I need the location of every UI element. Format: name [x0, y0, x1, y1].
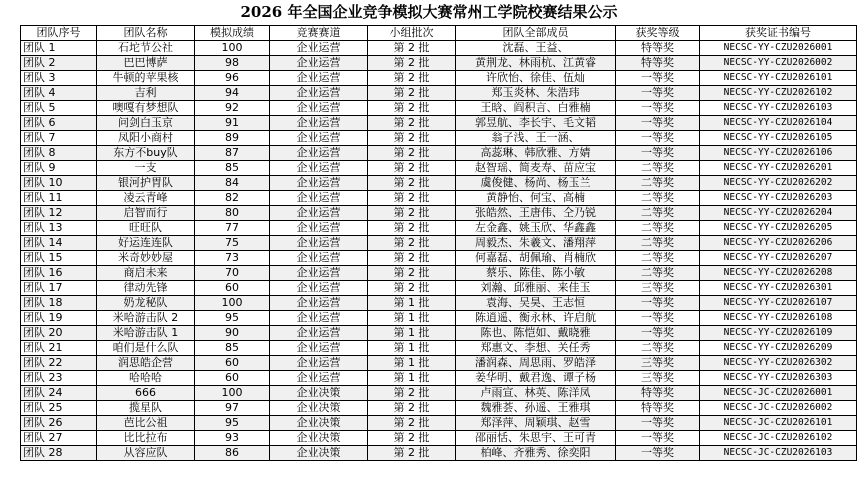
members-cell: 周毅杰、朱羲文、潘翔萍	[456, 236, 616, 251]
batch-cell: 第 2 批	[368, 266, 456, 281]
team-no-cell: 团队 24	[21, 386, 97, 401]
team-no-cell: 团队 6	[21, 116, 97, 131]
team-name-cell: 比比拉布	[97, 431, 195, 446]
award-cell: 三等奖	[616, 371, 700, 386]
table-row	[21, 221, 857, 236]
certificate-cell: NECSC-YY-CZU2026107	[700, 296, 857, 311]
certificate-cell: NECSC-YY-CZU2026205	[700, 221, 857, 236]
track-cell: 企业运营	[270, 56, 368, 71]
table-row	[21, 341, 857, 356]
batch-cell: 第 2 批	[368, 386, 456, 401]
table-row	[21, 281, 857, 296]
certificate-cell: NECSC-YY-CZU2026202	[700, 176, 857, 191]
table-row	[21, 431, 857, 446]
score-cell: 100	[195, 296, 270, 311]
batch-cell: 第 2 批	[368, 146, 456, 161]
team-name-cell: 石坨节公社	[97, 41, 195, 56]
certificate-cell: NECSC-JC-CZU2026103	[700, 446, 857, 461]
team-name-cell: 好运连连队	[97, 236, 195, 251]
score-cell: 94	[195, 86, 270, 101]
certificate-cell: NECSC-JC-CZU2026001	[700, 386, 857, 401]
page-title: 2026 年全国企业竞争模拟大赛常州工学院校赛结果公示	[240, 3, 618, 21]
award-cell: 二等奖	[616, 191, 700, 206]
track-cell: 企业运营	[270, 146, 368, 161]
track-cell: 企业决策	[270, 431, 368, 446]
award-cell: 二等奖	[616, 161, 700, 176]
score-cell: 85	[195, 161, 270, 176]
award-cell: 一等奖	[616, 296, 700, 311]
batch-cell: 第 2 批	[368, 281, 456, 296]
team-name-cell: 从容应队	[97, 446, 195, 461]
members-cell: 王晗、阎积言、白雅楠	[456, 101, 616, 116]
certificate-cell: NECSC-JC-CZU2026101	[700, 416, 857, 431]
certificate-cell: NECSC-YY-CZU2026105	[700, 131, 857, 146]
members-cell: 刘瀚、邱雅丽、来佳玉	[456, 281, 616, 296]
team-name-cell: 奶龙秘队	[97, 296, 195, 311]
members-cell: 许欣怡、徐佳、伍灿	[456, 71, 616, 86]
certificate-cell: NECSC-YY-CZU2026204	[700, 206, 857, 221]
table-row	[21, 161, 857, 176]
results-table	[20, 25, 857, 461]
members-cell: 卢雨宣、林英、陈洋凤	[456, 386, 616, 401]
track-cell: 企业运营	[270, 116, 368, 131]
track-cell: 企业运营	[270, 236, 368, 251]
track-cell: 企业运营	[270, 176, 368, 191]
team-name-cell: 凌云青峰	[97, 191, 195, 206]
score-cell: 98	[195, 56, 270, 71]
award-cell: 二等奖	[616, 236, 700, 251]
team-no-cell: 团队 1	[21, 41, 97, 56]
team-no-cell: 团队 18	[21, 296, 97, 311]
award-cell: 一等奖	[616, 446, 700, 461]
score-cell: 100	[195, 386, 270, 401]
certificate-cell: NECSC-YY-CZU2026301	[700, 281, 857, 296]
team-no-cell: 团队 3	[21, 71, 97, 86]
award-cell: 三等奖	[616, 281, 700, 296]
track-cell: 企业运营	[270, 356, 368, 371]
score-cell: 92	[195, 101, 270, 116]
score-cell: 90	[195, 326, 270, 341]
col-header-batch: 小组批次	[368, 26, 456, 41]
table-row	[21, 41, 857, 56]
team-no-cell: 团队 19	[21, 311, 97, 326]
award-cell: 特等奖	[616, 401, 700, 416]
team-name-cell: 凤阳小商村	[97, 131, 195, 146]
table-row	[21, 191, 857, 206]
award-cell: 二等奖	[616, 176, 700, 191]
award-cell: 一等奖	[616, 311, 700, 326]
members-cell: 虞俊健、杨尚、杨玉兰	[456, 176, 616, 191]
score-cell: 100	[195, 41, 270, 56]
team-name-cell: 666	[97, 386, 195, 401]
batch-cell: 第 1 批	[368, 326, 456, 341]
batch-cell: 第 2 批	[368, 86, 456, 101]
track-cell: 企业运营	[270, 101, 368, 116]
award-cell: 一等奖	[616, 326, 700, 341]
batch-cell: 第 1 批	[368, 341, 456, 356]
award-cell: 一等奖	[616, 116, 700, 131]
members-cell: 蔡乐、陈佳、陈小敏	[456, 266, 616, 281]
batch-cell: 第 2 批	[368, 236, 456, 251]
batch-cell: 第 2 批	[368, 176, 456, 191]
members-cell: 何嘉磊、胡佩瑜、肖楠欣	[456, 251, 616, 266]
members-cell: 邵丽恬、朱思宇、王可青	[456, 431, 616, 446]
team-name-cell: 银河护胃队	[97, 176, 195, 191]
team-no-cell: 团队 27	[21, 431, 97, 446]
track-cell: 企业运营	[270, 281, 368, 296]
members-cell: 郑惠文、李想、关任秀	[456, 341, 616, 356]
team-no-cell: 团队 2	[21, 56, 97, 71]
batch-cell: 第 2 批	[368, 446, 456, 461]
team-name-cell: 咱们是什么队	[97, 341, 195, 356]
members-cell: 陈也、陈恺如、戴晓雅	[456, 326, 616, 341]
members-cell: 黄静怡、何宝、高楠	[456, 191, 616, 206]
batch-cell: 第 2 批	[368, 221, 456, 236]
score-cell: 60	[195, 356, 270, 371]
table-row	[21, 401, 857, 416]
team-no-cell: 团队 20	[21, 326, 97, 341]
col-header-team-no: 团队序号	[21, 26, 97, 41]
track-cell: 企业运营	[270, 86, 368, 101]
team-name-cell: 米哈游击队 1	[97, 326, 195, 341]
certificate-cell: NECSC-YY-CZU2026208	[700, 266, 857, 281]
batch-cell: 第 2 批	[368, 206, 456, 221]
score-cell: 87	[195, 146, 270, 161]
track-cell: 企业运营	[270, 341, 368, 356]
team-no-cell: 团队 16	[21, 266, 97, 281]
score-cell: 82	[195, 191, 270, 206]
certificate-cell: NECSC-YY-CZU2026106	[700, 146, 857, 161]
col-header-track: 竞赛赛道	[270, 26, 368, 41]
members-cell: 张皓然、王唐伟、仝乃锐	[456, 206, 616, 221]
track-cell: 企业决策	[270, 416, 368, 431]
batch-cell: 第 2 批	[368, 56, 456, 71]
team-name-cell: 牛顿的苹果核	[97, 71, 195, 86]
team-no-cell: 团队 9	[21, 161, 97, 176]
track-cell: 企业运营	[270, 161, 368, 176]
batch-cell: 第 2 批	[368, 131, 456, 146]
team-name-cell: 吉利	[97, 86, 195, 101]
certificate-cell: NECSC-YY-CZU2026102	[700, 86, 857, 101]
team-name-cell: 一支	[97, 161, 195, 176]
batch-cell: 第 2 批	[368, 71, 456, 86]
score-cell: 80	[195, 206, 270, 221]
table-row	[21, 251, 857, 266]
team-name-cell: 律动先锋	[97, 281, 195, 296]
team-name-cell: 商启未来	[97, 266, 195, 281]
members-cell: 黄荆龙、林雨杭、江黄睿	[456, 56, 616, 71]
team-no-cell: 团队 7	[21, 131, 97, 146]
award-cell: 一等奖	[616, 416, 700, 431]
members-cell: 柏峰、齐雅秀、徐奕阳	[456, 446, 616, 461]
team-no-cell: 团队 12	[21, 206, 97, 221]
table-row	[21, 371, 857, 386]
team-name-cell: 启智而行	[97, 206, 195, 221]
certificate-cell: NECSC-YY-CZU2026104	[700, 116, 857, 131]
score-cell: 91	[195, 116, 270, 131]
certificate-cell: NECSC-YY-CZU2026209	[700, 341, 857, 356]
team-no-cell: 团队 15	[21, 251, 97, 266]
team-name-cell: 米奇妙妙屋	[97, 251, 195, 266]
certificate-cell: NECSC-YY-CZU2026103	[700, 101, 857, 116]
track-cell: 企业运营	[270, 191, 368, 206]
certificate-cell: NECSC-YY-CZU2026302	[700, 356, 857, 371]
batch-cell: 第 2 批	[368, 116, 456, 131]
table-body	[21, 41, 857, 461]
members-cell: 沈磊、王益、	[456, 41, 616, 56]
team-no-cell: 团队 25	[21, 401, 97, 416]
team-name-cell: 芭比公祖	[97, 416, 195, 431]
table-row	[21, 296, 857, 311]
team-name-cell: 巴巴博萨	[97, 56, 195, 71]
table-row	[21, 326, 857, 341]
table-row	[21, 71, 857, 86]
track-cell: 企业运营	[270, 221, 368, 236]
score-cell: 93	[195, 431, 270, 446]
score-cell: 77	[195, 221, 270, 236]
table-row	[21, 176, 857, 191]
track-cell: 企业运营	[270, 266, 368, 281]
batch-cell: 第 2 批	[368, 401, 456, 416]
team-name-cell: 东方不buy队	[97, 146, 195, 161]
score-cell: 96	[195, 71, 270, 86]
track-cell: 企业运营	[270, 41, 368, 56]
team-no-cell: 团队 4	[21, 86, 97, 101]
track-cell: 企业运营	[270, 206, 368, 221]
score-cell: 60	[195, 371, 270, 386]
award-cell: 一等奖	[616, 131, 700, 146]
award-cell: 一等奖	[616, 146, 700, 161]
members-cell: 高蕊琳、韩欣雅、方婧	[456, 146, 616, 161]
score-cell: 75	[195, 236, 270, 251]
award-cell: 特等奖	[616, 41, 700, 56]
table-row	[21, 56, 857, 71]
award-cell: 一等奖	[616, 101, 700, 116]
members-cell: 魏雅荟、孙遥、王雅琪	[456, 401, 616, 416]
certificate-cell: NECSC-JC-CZU2026102	[700, 431, 857, 446]
team-name-cell: 问剑白玉京	[97, 116, 195, 131]
track-cell: 企业决策	[270, 446, 368, 461]
batch-cell: 第 1 批	[368, 356, 456, 371]
score-cell: 70	[195, 266, 270, 281]
team-no-cell: 团队 5	[21, 101, 97, 116]
award-cell: 二等奖	[616, 341, 700, 356]
team-name-cell: 哈哈哈	[97, 371, 195, 386]
team-name-cell: 润思皓企营	[97, 356, 195, 371]
table-row	[21, 116, 857, 131]
award-cell: 三等奖	[616, 356, 700, 371]
members-cell: 袁海、吴昊、王志恒	[456, 296, 616, 311]
score-cell: 86	[195, 446, 270, 461]
award-cell: 二等奖	[616, 251, 700, 266]
award-cell: 二等奖	[616, 266, 700, 281]
header-row	[21, 26, 857, 41]
members-cell: 潘润森、周思雨、罗皓泽	[456, 356, 616, 371]
table-row	[21, 356, 857, 371]
score-cell: 84	[195, 176, 270, 191]
score-cell: 97	[195, 401, 270, 416]
members-cell: 郭昱航、李长宇、毛文韬	[456, 116, 616, 131]
score-cell: 89	[195, 131, 270, 146]
track-cell: 企业决策	[270, 386, 368, 401]
award-cell: 特等奖	[616, 386, 700, 401]
track-cell: 企业决策	[270, 401, 368, 416]
score-cell: 95	[195, 416, 270, 431]
team-no-cell: 团队 26	[21, 416, 97, 431]
table-row	[21, 446, 857, 461]
award-cell: 二等奖	[616, 221, 700, 236]
certificate-cell: NECSC-YY-CZU2026303	[700, 371, 857, 386]
table-row	[21, 131, 857, 146]
track-cell: 企业运营	[270, 296, 368, 311]
team-no-cell: 团队 13	[21, 221, 97, 236]
batch-cell: 第 2 批	[368, 416, 456, 431]
certificate-cell: NECSC-YY-CZU2026109	[700, 326, 857, 341]
col-header-certificate: 获奖证书编号	[700, 26, 857, 41]
batch-cell: 第 2 批	[368, 101, 456, 116]
table-row	[21, 266, 857, 281]
certificate-cell: NECSC-JC-CZU2026002	[700, 401, 857, 416]
table-row	[21, 146, 857, 161]
certificate-cell: NECSC-YY-CZU2026203	[700, 191, 857, 206]
team-name-cell: 揽星队	[97, 401, 195, 416]
certificate-cell: NECSC-YY-CZU2026201	[700, 161, 857, 176]
team-name-cell: 噢嘎有梦想队	[97, 101, 195, 116]
batch-cell: 第 2 批	[368, 161, 456, 176]
team-no-cell: 团队 21	[21, 341, 97, 356]
members-cell: 姜华明、戴君逸、谭子杨	[456, 371, 616, 386]
members-cell: 翁子浅、王一涵、	[456, 131, 616, 146]
col-header-members: 团队全部成员	[456, 26, 616, 41]
batch-cell: 第 1 批	[368, 371, 456, 386]
score-cell: 60	[195, 281, 270, 296]
award-cell: 二等奖	[616, 206, 700, 221]
track-cell: 企业运营	[270, 326, 368, 341]
team-name-cell: 米哈游击队 2	[97, 311, 195, 326]
score-cell: 95	[195, 311, 270, 326]
team-no-cell: 团队 11	[21, 191, 97, 206]
team-name-cell: 旺旺队	[97, 221, 195, 236]
col-header-award: 获奖等级	[616, 26, 700, 41]
table-row	[21, 206, 857, 221]
members-cell: 左金鑫、姚玉欣、华鑫鑫	[456, 221, 616, 236]
team-no-cell: 团队 14	[21, 236, 97, 251]
batch-cell: 第 2 批	[368, 41, 456, 56]
track-cell: 企业运营	[270, 131, 368, 146]
table-row	[21, 101, 857, 116]
certificate-cell: NECSC-YY-CZU2026002	[700, 56, 857, 71]
certificate-cell: NECSC-YY-CZU2026101	[700, 71, 857, 86]
award-cell: 一等奖	[616, 86, 700, 101]
team-no-cell: 团队 8	[21, 146, 97, 161]
award-cell: 一等奖	[616, 71, 700, 86]
certificate-cell: NECSC-YY-CZU2026207	[700, 251, 857, 266]
team-no-cell: 团队 23	[21, 371, 97, 386]
track-cell: 企业运营	[270, 311, 368, 326]
table-row	[21, 236, 857, 251]
score-cell: 85	[195, 341, 270, 356]
team-no-cell: 团队 28	[21, 446, 97, 461]
members-cell: 郑玉炎林、朱浩玮	[456, 86, 616, 101]
certificate-cell: NECSC-YY-CZU2026206	[700, 236, 857, 251]
team-no-cell: 团队 17	[21, 281, 97, 296]
certificate-cell: NECSC-YY-CZU2026001	[700, 41, 857, 56]
batch-cell: 第 1 批	[368, 311, 456, 326]
members-cell: 郑泽萍、周颖琪、赵雪	[456, 416, 616, 431]
track-cell: 企业运营	[270, 371, 368, 386]
table-row	[21, 416, 857, 431]
table-row	[21, 386, 857, 401]
members-cell: 赵智瑶、简麦寿、苗应宝	[456, 161, 616, 176]
track-cell: 企业运营	[270, 251, 368, 266]
team-no-cell: 团队 22	[21, 356, 97, 371]
certificate-cell: NECSC-YY-CZU2026108	[700, 311, 857, 326]
team-no-cell: 团队 10	[21, 176, 97, 191]
batch-cell: 第 2 批	[368, 251, 456, 266]
award-cell: 特等奖	[616, 56, 700, 71]
award-cell: 一等奖	[616, 431, 700, 446]
batch-cell: 第 1 批	[368, 296, 456, 311]
batch-cell: 第 2 批	[368, 191, 456, 206]
members-cell: 陈逍遥、衡永林、许启航	[456, 311, 616, 326]
batch-cell: 第 2 批	[368, 431, 456, 446]
col-header-score: 模拟成绩	[195, 26, 270, 41]
score-cell: 73	[195, 251, 270, 266]
col-header-team-name: 团队名称	[97, 26, 195, 41]
table-row	[21, 311, 857, 326]
table-row	[21, 86, 857, 101]
track-cell: 企业运营	[270, 71, 368, 86]
